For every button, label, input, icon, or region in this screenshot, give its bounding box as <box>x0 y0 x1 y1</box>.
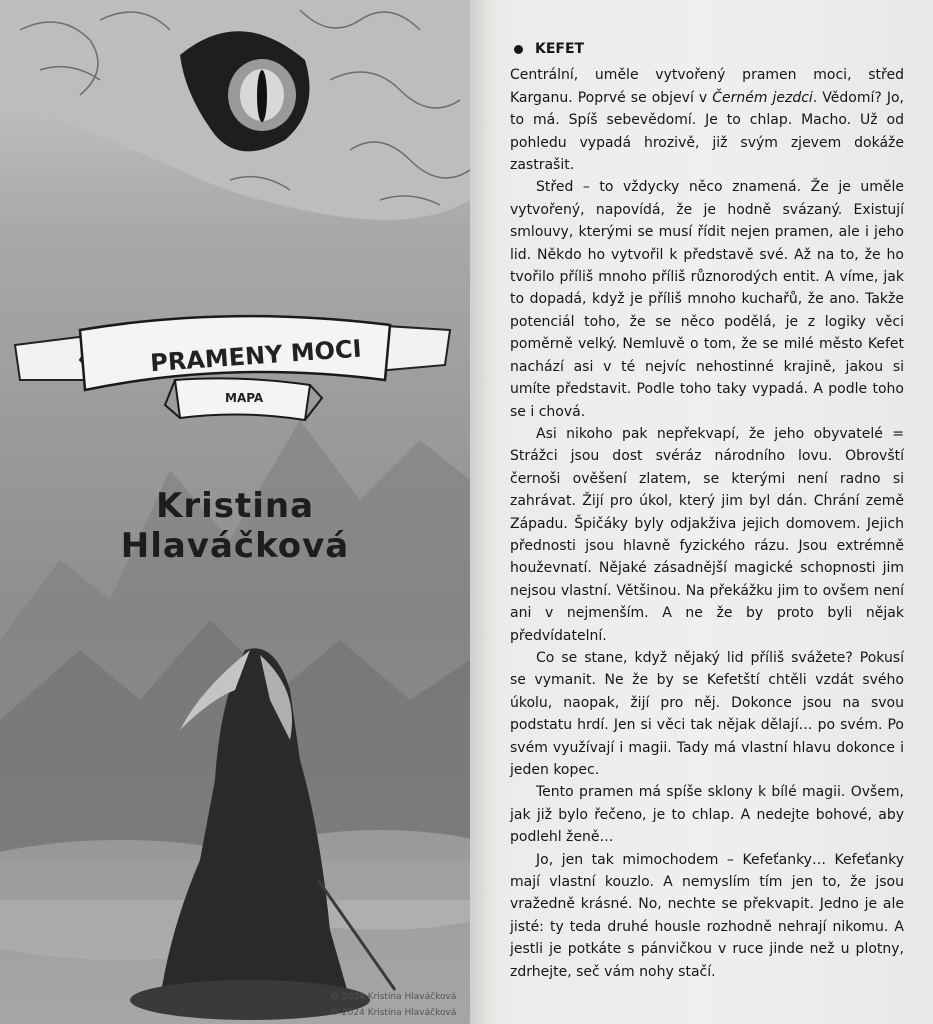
article-body <box>510 38 904 983</box>
cover-subtitle: MAPA <box>225 391 264 405</box>
paragraph-6: Jo, jen tak mimochodem – Kefeťanky… Kefeťanky mají vlastní kouzlo. A nemyslím tím jen to, že jsou vražedně krásné. No, nechte se překvapit. Jedno je ale jisté: ty teda druhé housle rozhodně nehrají nikomu. A jestli je potkáte s pánvičkou v ruce jinde než u plotny, zdrhejte, seč vám nohy stačí. <box>510 851 904 980</box>
paragraph-3: Asi nikoho pak nepřekvapí, že jeho obyvatelé = Strážci jsou dost svéráz národního lovu. Obrovští černoši ověšení zlatem, se kterými není radno si zahrávat. Žijí pro úkol, který jim byl dán. Chrání země Západu. Špičáky byly odjakživa jejich domovem. Jejich přednosti jsou hlavně fyzického rázu. Jsou extrémně houževnatí. Nějaké zásadnější magické schopnosti jim nejsou vlastní. Většinou. Na překážku jim to ovšem není ani v nejmenším. A ne že by proto byli nějak předvídatelní. <box>510 425 904 644</box>
paragraph-5: Tento pramen má spíše sklony k bílé magii. Ovšem, jak již bylo řečeno, je to chlap. A nedejte bohové, aby podlehl ženě… <box>510 784 904 846</box>
paragraph-4: Co se stane, když nějaký lid příliš svážete? Pokusí se vymanit. Ne že by se Kefetští chtěli vzdát svého úkolu, naopak, žijí pro něj. Dokonce jsou na svou podstatu hrdí. Jen si věci tak nějak dělají… po svém. Po svém využívají i magii. Tady má vlastní hlavu dokonce i jeden kopec. <box>510 649 904 778</box>
article-heading <box>510 38 904 60</box>
heading-text: KEFET <box>535 41 585 57</box>
paragraph-1: Centrální, uměle vytvořený pramen moci, střed Karganu. Poprvé se objeví v Černém jezdci. Vědomí? Jo, to má. Spíš sebevědomí. Je to chlap. Macho. Už od pohledu vypadá hrozivě, již svým zjevem dokáže zastrašit. <box>510 67 904 174</box>
series-title: PRAMENY MOCI <box>149 334 363 378</box>
author-name: Kristina Hlaváčková <box>120 486 350 566</box>
bullet-icon <box>514 45 523 54</box>
paragraph-2: Střed – to vždycky něco znamená. Že je uměle vytvořený, napovídá, že je hodně svázaný. Existují smlouvy, kterými se musí řídit nejen pramen, ale i jeho lid. Někdo ho vytvořil k představě své. Až na to, že ho tvořilo příliš mnoho příliš různorodých entit. A víme, jak to dopadá, když je příliš mnoho kuchařů, že ano. Takže potenciál toho, že se něco podělá, je z logiky věci poměrně velký. Nemluvě o tom, že se milé město Kefet nachází asi v té nejvíc nehostinné krajině, jakou si umíte představit. Podle toho taky vypadá. A podle toho se i chová. <box>510 179 904 420</box>
book-title-italic: Černém jezdci <box>712 89 813 106</box>
copyright-line-1: © 2024 Kristina Hlaváčková <box>330 992 457 1002</box>
copyright-line-2: © 2024 Kristina Hlaváčková <box>330 1008 457 1018</box>
